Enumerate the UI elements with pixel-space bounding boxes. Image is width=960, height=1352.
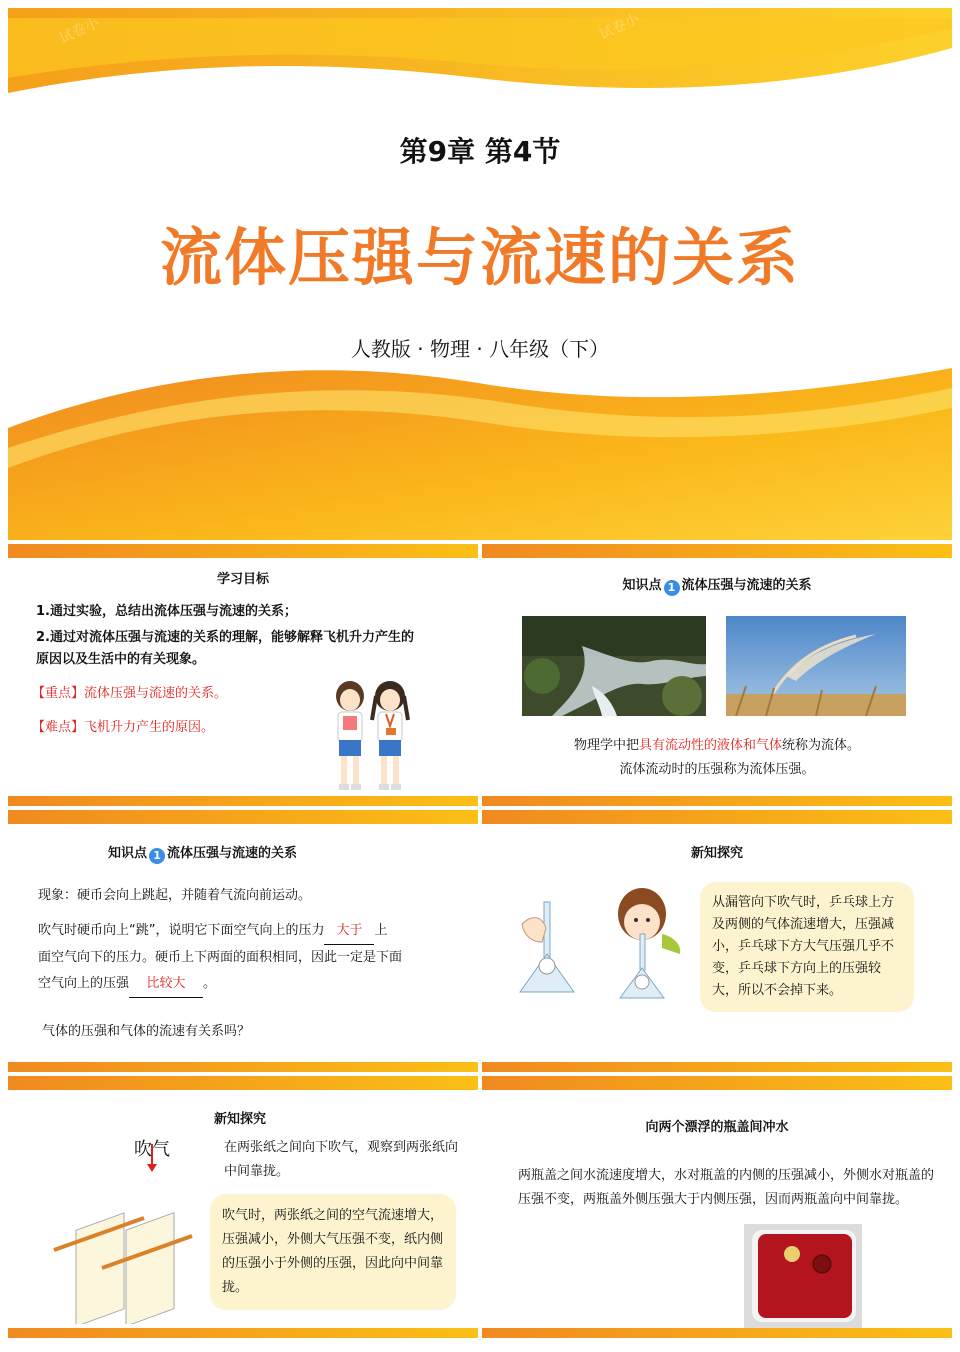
edition-subtitle: 人教版 · 物理 · 八年级（下） [350,337,610,361]
experiment-intro: 在两张纸之间向下吹气，观察到两张纸向中间靠拢。 [224,1140,459,1179]
goal-2-line-2: 原因以及生活中的有关现象。 [36,652,206,667]
slide-bottom-bar [8,796,478,806]
heading-prefix: 知识点 [622,578,662,593]
explanation-line-3: 空气向上的压强 [38,976,130,991]
slide-heading [108,842,297,864]
stream-photo [522,616,706,716]
goal-1: 1.通过实验，总结出流体压强与流速的关系； [36,604,297,619]
fluid-pressure-definition: 流体流动时的压强称为流体压强。 [619,762,815,777]
slide-bottom-bar [8,1328,478,1338]
slide-heading: 学习目标 [216,572,269,587]
two-students-illustration [326,676,418,800]
fluid-definition [482,736,952,757]
slide-fluid-definition [482,544,952,806]
difficult-point-label: 【难点】 [32,720,85,735]
explanation-line-3-end: 。 [203,976,217,991]
chapter-label: 第9章 第4节 [399,135,561,168]
blow-label: 吹气 [134,1139,170,1160]
slide-bottom-bar [8,1062,478,1072]
explanation-text: 两瓶盖之间水流速度增大，水对瓶盖的内侧的压强减小，外侧水对瓶盖的压强不变，两瓶盖外侧压强大于内侧压强，因而两瓶盖向中间靠拢。 [518,1168,935,1207]
slide-heading: 向两个漂浮的瓶盖间冲水 [645,1120,789,1135]
phenomenon-text: 现象：硬币会向上跳起，并随着气流向前运动。 [38,888,312,903]
explanation-line-2: 面空气向下的压力。硬币上下两面的面积相同，因此一定是下面 [38,950,403,965]
slide-heading [482,574,952,596]
number-badge: 1 [149,848,165,864]
heading-topic: 流体压强与流速的关系 [681,578,812,593]
watermark: 试卷小 [597,10,642,44]
question-text: 气体的压强和气体的流速有关系吗？ [42,1024,251,1039]
slide-funnel-ball [482,810,952,1072]
explanation-callout: 吹气时，两张纸之间的空气流速增大，压强减小，外侧大气压强不变，纸内侧的压强小于外侧的压强，因此向中间靠拢。 [210,1194,456,1310]
key-point [32,684,227,705]
difficult-point [32,718,214,739]
slide-top-bar [8,810,478,824]
slide-top-bar [482,810,952,824]
slide-top-bar [8,544,478,558]
slide-bottom-bar [482,1328,952,1338]
slide-top-bar [482,544,952,558]
lesson-title: 流体压强与流速的关系 [159,221,800,294]
heading-topic: 流体压强与流速的关系 [167,846,298,861]
reed-sky-photo [726,616,906,716]
definition-suffix: 统称为流体。 [782,738,861,753]
slide-bottom-bar [482,1062,952,1072]
number-badge: 1 [664,580,680,596]
slide-heading: 新知探究 [690,846,743,861]
answer-blank-1: 大于 [324,918,374,945]
slide-bottom-bar [482,796,952,806]
funnel-experiment-illustration [512,884,712,1004]
slide-paper-experiment [8,1076,478,1338]
cover-slide [8,8,952,540]
slide-top-bar [482,1076,952,1090]
two-papers-illustration [44,1138,204,1324]
answer-blank-2: 比较大 [129,971,203,998]
slide-top-bar [8,1076,478,1090]
explanation-callout: 从漏管向下吹气时，乒乓球上方及两侧的气体流速增大，压强减小，乒乓球下方大气压强几乎不变，乒乓球下方向上的压强较大，所以不会掉下来。 [700,882,914,1012]
definition-highlight: 具有流动性的液体和气体 [638,738,782,753]
slide-learning-goals [8,544,478,806]
key-point-label: 【重点】 [32,686,85,701]
key-point-text: 流体压强与流速的关系。 [84,686,228,701]
explanation-paragraph [38,918,458,998]
goal-2-line-1: 2.通过对流体压强与流速的关系的理解，能够解释飞机升力产生的 [36,630,414,645]
watermark: 试卷小 [57,14,102,48]
bottle-caps-photo [744,1224,862,1328]
slide-coin-experiment [8,810,478,1072]
slide-heading: 新知探究 [214,1112,267,1127]
slide-bottle-caps [482,1076,952,1338]
explanation-line-1-end: 上 [374,923,388,938]
definition-prefix: 物理学中把 [573,738,639,753]
explanation-line-1: 吹气时硬币向上“跳”，说明它下面空气向上的压力 [38,923,325,938]
difficult-point-text: 飞机升力产生的原因。 [84,720,215,735]
heading-prefix: 知识点 [108,846,148,861]
